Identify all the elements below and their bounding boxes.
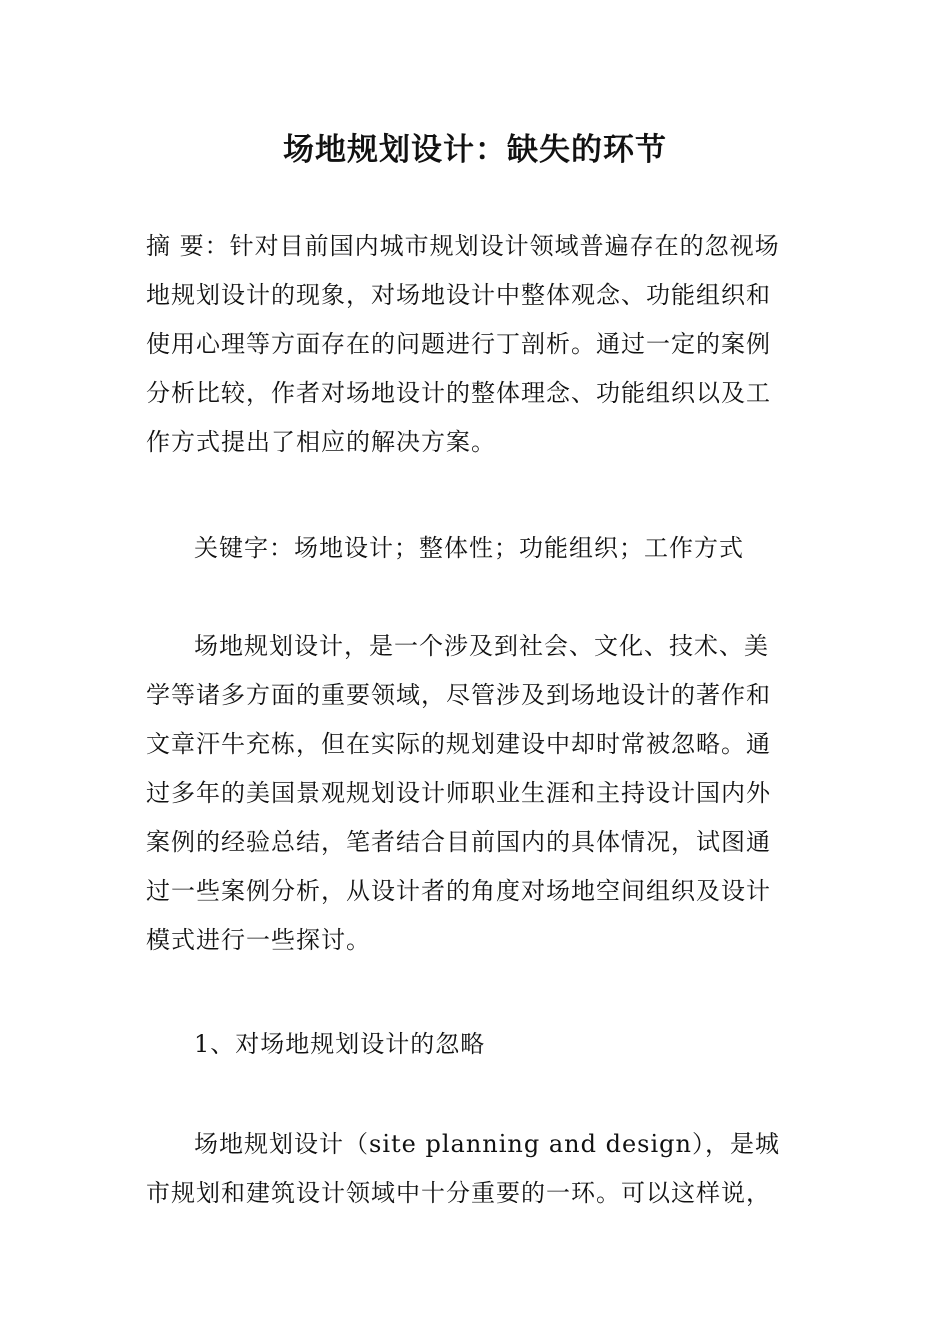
abstract-line: 摘 要：针对目前国内城市规划设计领域普遍存在的忽视场 xyxy=(146,232,780,260)
intro-line: 案例的经验总结，笔者结合目前国内的具体情况，试图通 xyxy=(146,828,771,856)
intro-line: 过多年的美国景观规划设计师职业生涯和主持设计国内外 xyxy=(146,779,771,807)
section-1-line: 场地规划设计（site planning and design），是城 xyxy=(194,1130,780,1158)
section-1-paragraph xyxy=(146,1120,810,1218)
abstract-line: 使用心理等方面存在的问题进行丁剖析。通过一定的案例 xyxy=(146,330,771,358)
intro-line: 学等诸多方面的重要领域，尽管涉及到场地设计的著作和 xyxy=(146,681,771,709)
abstract-line: 作方式提出了相应的解决方案。 xyxy=(146,428,496,456)
intro-line: 模式进行一些探讨。 xyxy=(146,926,371,954)
keywords-paragraph xyxy=(146,524,810,573)
intro-line: 文章汗牛充栋，但在实际的规划建设中却时常被忽略。通 xyxy=(146,730,771,758)
section-heading-1 xyxy=(146,1020,810,1069)
abstract-line: 地规划设计的现象，对场地设计中整体观念、功能组织和 xyxy=(146,281,771,309)
keywords-line: 关键字：场地设计；整体性；功能组织；工作方式 xyxy=(194,534,744,562)
abstract-line: 分析比较，作者对场地设计的整体理念、功能组织以及工 xyxy=(146,379,771,407)
abstract-paragraph xyxy=(146,222,810,467)
section-heading-text: 1、对场地规划设计的忽略 xyxy=(194,1030,486,1058)
intro-line: 过一些案例分析，从设计者的角度对场地空间组织及设计 xyxy=(146,877,771,905)
intro-line: 场地规划设计，是一个涉及到社会、文化、技术、美 xyxy=(194,632,769,660)
intro-paragraph xyxy=(146,622,810,965)
section-1-line: 市规划和建筑设计领域中十分重要的一环。可以这样说， xyxy=(146,1179,771,1207)
document-title: 场地规划设计：缺失的环节 xyxy=(283,132,667,168)
